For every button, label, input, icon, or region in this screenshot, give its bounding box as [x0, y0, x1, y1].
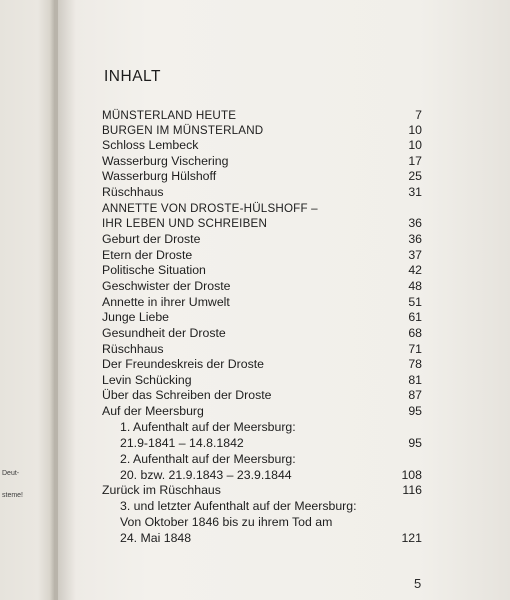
- toc-entry: [102, 310, 422, 326]
- toc-entry: [102, 169, 422, 185]
- toc-entry-text: 1. Aufenthalt auf der Meersburg:: [120, 420, 296, 434]
- toc-entry-text: Junge Liebe: [102, 310, 170, 324]
- left-page: [0, 0, 54, 600]
- toc-entry-page: 42: [408, 263, 422, 277]
- toc-entry: [102, 373, 422, 389]
- toc-entry: [102, 248, 422, 264]
- toc-entry-text: 20. bzw. 21.9.1843 – 23.9.1844: [120, 468, 292, 482]
- toc-entry-page: 116: [402, 483, 422, 497]
- toc-entry-text: Levin Schücking: [102, 373, 192, 387]
- toc-entry-text: Annette in ihrer Umwelt: [102, 295, 230, 309]
- toc-entry: [102, 201, 422, 217]
- toc-entry-page: 7: [415, 108, 422, 122]
- toc-entry: [102, 138, 422, 154]
- toc-entry: [102, 108, 422, 124]
- toc-entry: [102, 357, 422, 373]
- toc-entry-page: 81: [408, 373, 422, 387]
- toc-entry-text: Zurück im Rüschhaus: [102, 483, 221, 497]
- toc-entry-page: 48: [408, 279, 422, 293]
- toc-entry-page: 51: [408, 295, 422, 309]
- toc-entry-page: 10: [408, 123, 422, 137]
- toc-entry-page: 108: [401, 468, 422, 482]
- toc-entry: [102, 123, 422, 139]
- toc-entry-page: 36: [408, 216, 422, 230]
- toc-entry: [102, 515, 422, 531]
- toc-entry-text: Rüschhaus: [102, 342, 164, 356]
- toc-entry: [102, 388, 422, 404]
- toc-entry-text: Wasserburg Hülshoff: [102, 169, 217, 183]
- toc-entry-text: 3. und letzter Aufenthalt auf der Meersburg:: [120, 499, 357, 513]
- toc-entry-text: Über das Schreiben der Droste: [102, 388, 272, 402]
- toc-entry-text: ANNETTE VON DROSTE-HÜLSHOFF –: [102, 202, 318, 215]
- toc-entry-page: 78: [408, 357, 422, 371]
- toc-entry: [102, 279, 422, 295]
- toc-entry-text: Gesundheit der Droste: [102, 326, 226, 340]
- toc-entry: [102, 499, 422, 515]
- toc-entry-text: IHR LEBEN UND SCHREIBEN: [102, 217, 268, 230]
- toc-entry-page: 95: [408, 436, 422, 450]
- left-page-snippet-line-2: steme!: [2, 492, 24, 499]
- toc-entry-page: 71: [408, 342, 422, 356]
- toc-entry-text: Schloss Lembeck: [102, 138, 199, 152]
- toc-entry: [102, 326, 422, 342]
- toc-entry-text: Von Oktober 1846 bis zu ihrem Tod am: [120, 515, 333, 529]
- toc-entry-text: Geburt der Droste: [102, 232, 201, 246]
- toc-entry-page: 31: [408, 185, 422, 199]
- toc-entry-text: Der Freundeskreis der Droste: [102, 357, 264, 371]
- toc-entry-text: MÜNSTERLAND HEUTE: [102, 109, 237, 122]
- toc-entry-text: Geschwister der Droste: [102, 279, 231, 293]
- toc-entry-text: Rüschhaus: [102, 185, 164, 199]
- toc-entry: [102, 436, 422, 452]
- toc-title: INHALT: [104, 68, 161, 85]
- page-number: 5: [414, 576, 422, 591]
- toc-entry-text: BURGEN IM MÜNSTERLAND: [102, 124, 264, 137]
- toc-entry-page: 37: [408, 248, 422, 262]
- toc-entry: [102, 232, 422, 248]
- toc-entry: [102, 185, 422, 201]
- toc-entry: [102, 342, 422, 358]
- toc-entry-page: 10: [408, 138, 422, 152]
- toc-entry-page: 68: [408, 326, 422, 340]
- toc-entry: [102, 452, 422, 468]
- toc-entry-page: 95: [408, 404, 422, 418]
- toc-entry: [102, 420, 422, 436]
- toc-entry-page: 17: [408, 154, 422, 168]
- toc-entry-text: 21.9-1841 – 14.8.1842: [120, 436, 244, 450]
- toc-entry-page: 36: [408, 232, 422, 246]
- toc-entry: [102, 263, 422, 279]
- toc-entry-text: Auf der Meersburg: [102, 404, 204, 418]
- toc-entry: [102, 468, 422, 484]
- toc-entry-text: Wasserburg Vischering: [102, 154, 229, 168]
- toc-entry-page: 61: [408, 310, 422, 324]
- toc-entry-text: Politische Situation: [102, 263, 206, 277]
- toc-entry: [102, 531, 422, 547]
- toc-entry: [102, 483, 422, 499]
- toc-entry-text: Etern der Droste: [102, 248, 193, 262]
- toc-entry-page: 87: [408, 388, 422, 402]
- toc-entry: [102, 216, 422, 232]
- toc-entry-text: 24. Mai 1848: [120, 531, 192, 545]
- toc-entry-page: 25: [408, 169, 422, 183]
- toc-entry-page: 121: [401, 531, 422, 545]
- toc-entry: [102, 295, 422, 311]
- left-page-snippet-line-1: Deut-: [2, 470, 20, 477]
- toc-entry: [102, 154, 422, 170]
- toc-entry: [102, 404, 422, 420]
- toc-entry-text: 2. Aufenthalt auf der Meersburg:: [120, 452, 296, 466]
